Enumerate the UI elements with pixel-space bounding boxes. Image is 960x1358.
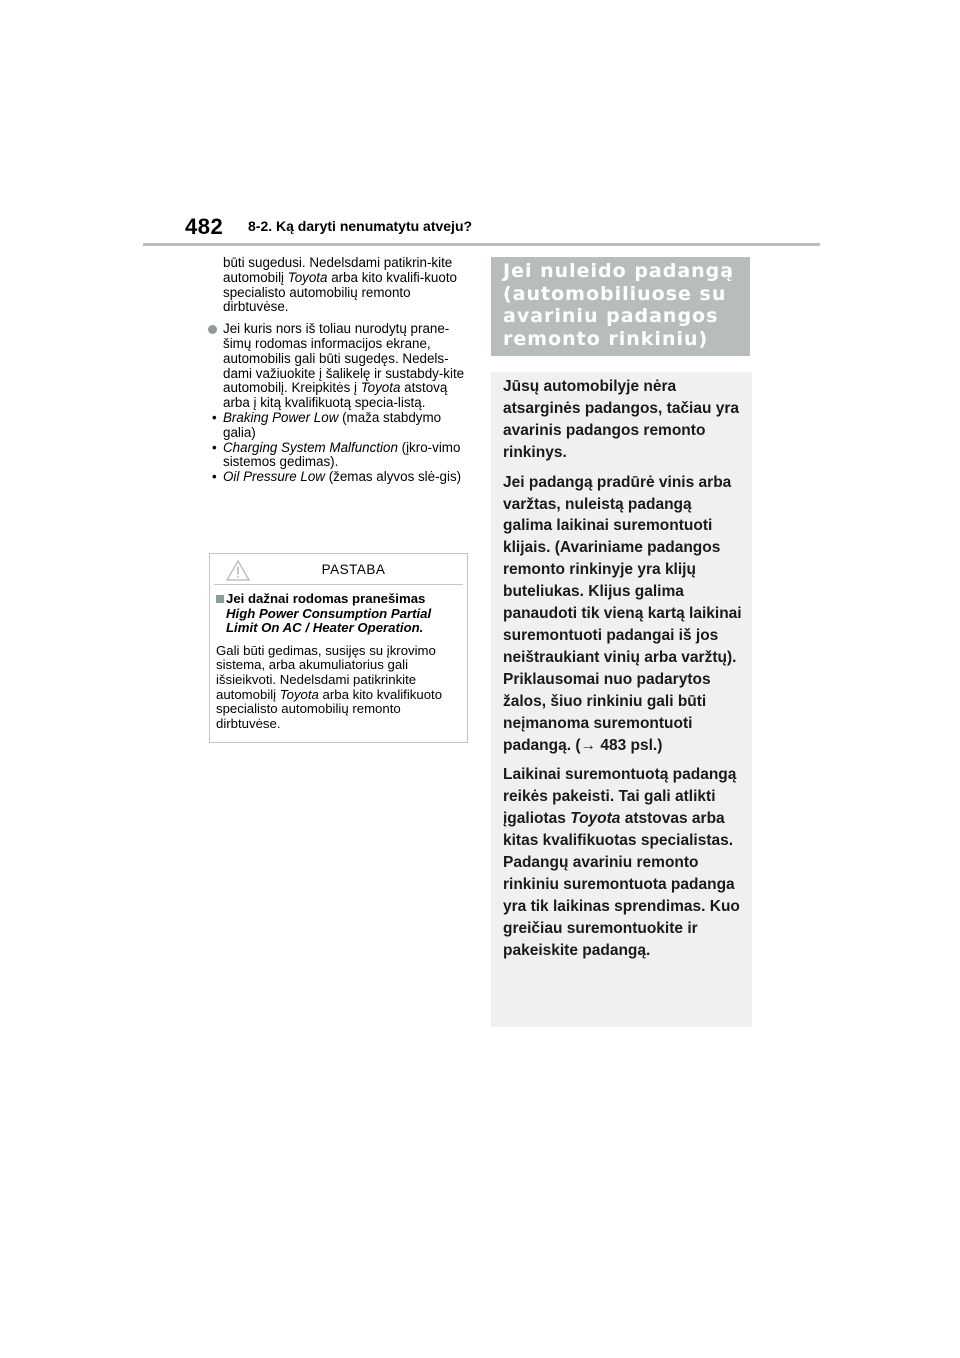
brand-name: Toyota: [570, 810, 621, 828]
topic-banner: [491, 257, 750, 356]
list-item: • Charging System Malfunction (įkro-vimo sistemos gedimas).: [212, 439, 461, 470]
continuation-paragraph: būti sugedusi. Nedelsdami patikrin-kite automobilį Toyota arba kito kvalifi-kuoto specialisto automobilių remonto dirbtuvėse.: [223, 255, 457, 315]
left-column: [208, 256, 470, 485]
message-name: Oil Pressure Low: [223, 469, 325, 485]
list-marker: •: [212, 439, 217, 455]
message-name: Charging System Malfunction: [223, 439, 398, 455]
section-title: 8-2. Ką daryti nenumatytu atveju?: [248, 218, 473, 234]
list-marker: •: [212, 469, 217, 485]
list-item: • Oil Pressure Low (žemas alyvos slė-gis): [212, 469, 462, 485]
info-paragraph: Laikinai suremontuotą padangą reikės pakeisti. Tai gali atlikti įgaliotas Toyota atstovas arba kitas kvalifikuotas specialistas. Padangų avariniu remonto rinkiniu suremontuota padanga yra tik laikinas sprendimas. Kuo greičiau suremontuokite ir pakeiskite padangą.: [503, 766, 740, 959]
notice-box: [209, 553, 468, 743]
notice-heading: Jei dažnai rodomas pranešimas High Power Consumption Partial Limit On AC / Heater Operation.: [216, 592, 461, 636]
notice-divider: [214, 584, 463, 585]
notice-header: [210, 554, 467, 584]
info-paragraph: Jei padangą pradūrė vinis arba varžtas, nuleistą padangą galima laikinai suremontuoti klijais. (Avariniame padangos remonto rinkinyje yra klijų buteliukas. Klijus galima panaudoti tik vieną kartą laikinai suremontuoti padangai iš jos neištraukiant vinių arba varžtų). Priklausomai nuo padarytos žalos, šiuo rinkiniu gali būti neįmanoma suremontuoti padangą. (→ 483 psl.): [503, 473, 742, 754]
page-reference: 483 psl.): [596, 736, 663, 754]
banner-line: remonto rinkiniu): [503, 327, 709, 350]
banner-line: (automobiliuose su: [503, 282, 727, 305]
message-name: Braking Power Low: [223, 409, 339, 425]
brand-name: Toyota: [360, 380, 401, 396]
warning-triangle-icon: [226, 560, 250, 581]
brand-name: Toyota: [287, 269, 328, 285]
square-bullet-icon: [216, 595, 224, 603]
banner-line: avariniu padangos: [503, 305, 719, 327]
list-item: • Braking Power Low (maža stabdymo galia): [212, 409, 442, 440]
notice-paragraph: Gali būti gedimas, susijęs su įkrovimo sistema, arba akumuliatorius gali išsieikvoti. Nedelsdami patikrinkite automobilį Toyota arba kito kvalifikuoto specialisto automobilių remonto dirbtuvėse.: [216, 642, 443, 731]
header-divider: [143, 243, 820, 246]
notice-body: [216, 592, 461, 731]
page-reference-arrow-icon: →: [580, 736, 597, 754]
info-box: [491, 372, 752, 1027]
info-paragraph: Jūsų automobilyje nėra atsarginės padangos, tačiau yra avarinis padangos remonto rinkinys.: [503, 378, 740, 461]
bullet-paragraph: Jei kuris nors iš toliau nurodytų prane-šimų rodomas informacijos ekrane, automobilis gali būti sugedęs. Nedels-dami važiuokite į šalikelę ir sustabdy-kite automobilį. Kreipkitės į Toyota atstovą arba į kitą kvalifikuotą specia-listą.: [208, 322, 470, 411]
message-name: High Power Consumption Partial Limit On AC / Heater Operation.: [226, 605, 432, 636]
bullet-dot-icon: [208, 325, 217, 334]
page-number: 482: [185, 214, 224, 239]
banner-line: Jei nuleido padangą: [503, 260, 735, 282]
notice-title: PASTABA: [321, 561, 386, 577]
list-marker: •: [212, 409, 217, 425]
brand-name: Toyota: [279, 686, 319, 702]
